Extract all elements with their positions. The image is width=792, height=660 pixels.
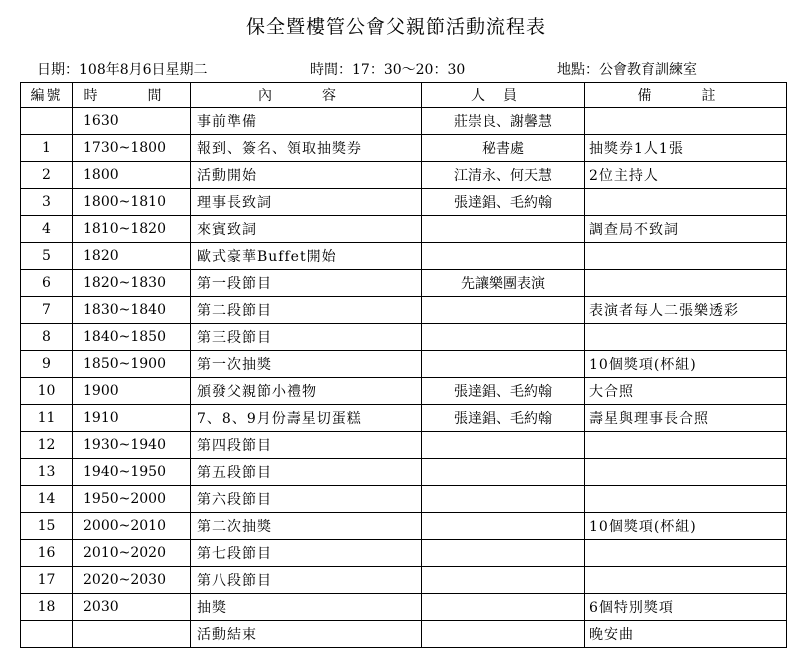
event-time: 時間：17：30～20：30: [310, 62, 466, 78]
cell-staff: 張達錩、毛約翰: [422, 189, 585, 216]
cell-note: 大合照: [585, 378, 787, 405]
cell-staff: [422, 567, 585, 594]
cell-note: [585, 486, 787, 513]
cell-staff: 江清永、何天慧: [422, 162, 585, 189]
cell-note: [585, 459, 787, 486]
cell-num: 3: [21, 189, 73, 216]
cell-note: 壽星與理事長合照: [585, 405, 787, 432]
cell-time: 1820: [73, 243, 191, 270]
table-row: [21, 243, 787, 270]
cell-note: 表演者每人二張樂透彩: [585, 297, 787, 324]
cell-staff: 張達錩、毛約翰: [422, 405, 585, 432]
table-row: [21, 270, 787, 297]
table-row: [21, 108, 787, 135]
cell-content: 第二次抽獎: [191, 513, 422, 540]
cell-staff: [422, 297, 585, 324]
cell-note: [585, 324, 787, 351]
cell-num: 2: [21, 162, 73, 189]
cell-num: 18: [21, 594, 73, 621]
table-row: [21, 405, 787, 432]
cell-num: 16: [21, 540, 73, 567]
header-staff: 人員: [422, 83, 585, 108]
cell-time: 1730~1800: [73, 135, 191, 162]
cell-note: [585, 243, 787, 270]
cell-content: 來賓致詞: [191, 216, 422, 243]
cell-staff: [422, 594, 585, 621]
cell-content: 第七段節目: [191, 540, 422, 567]
cell-content: 頒發父親節小禮物: [191, 378, 422, 405]
cell-time: 1830~1840: [73, 297, 191, 324]
cell-content: 活動結束: [191, 621, 422, 648]
cell-note: [585, 540, 787, 567]
cell-num: [21, 621, 73, 648]
table-row: [21, 540, 787, 567]
cell-num: 5: [21, 243, 73, 270]
cell-staff: [422, 243, 585, 270]
cell-num: 11: [21, 405, 73, 432]
cell-num: 9: [21, 351, 73, 378]
schedule-table: [20, 82, 787, 648]
table-row: [21, 513, 787, 540]
cell-num: 15: [21, 513, 73, 540]
cell-num: 1: [21, 135, 73, 162]
cell-time: 1820~1830: [73, 270, 191, 297]
cell-content: 第一次抽獎: [191, 351, 422, 378]
cell-content: 第二段節目: [191, 297, 422, 324]
cell-note: [585, 567, 787, 594]
cell-content: 第八段節目: [191, 567, 422, 594]
cell-content: 抽獎: [191, 594, 422, 621]
table-row: [21, 594, 787, 621]
cell-time: 2010~2020: [73, 540, 191, 567]
table-row: [21, 459, 787, 486]
cell-time: 1940~1950: [73, 459, 191, 486]
table-row: [21, 432, 787, 459]
event-date: 日期：108年8月6日星期二: [37, 62, 208, 78]
cell-content: 歐式豪華Buffet開始: [191, 243, 422, 270]
cell-num: 6: [21, 270, 73, 297]
cell-time: 1800: [73, 162, 191, 189]
cell-content: 第四段節目: [191, 432, 422, 459]
cell-note: [585, 189, 787, 216]
header-num: 編號: [21, 83, 73, 108]
cell-note: 10個獎項(杯組): [585, 351, 787, 378]
cell-content: 事前準備: [191, 108, 422, 135]
cell-staff: 莊崇良、謝馨慧: [422, 108, 585, 135]
cell-staff: [422, 621, 585, 648]
cell-time: 1630: [73, 108, 191, 135]
cell-num: 13: [21, 459, 73, 486]
cell-time: 1900: [73, 378, 191, 405]
table-row: [21, 567, 787, 594]
header-content: 內 容: [191, 83, 422, 108]
cell-note: 2位主持人: [585, 162, 787, 189]
cell-time: 2030: [73, 594, 191, 621]
cell-num: 7: [21, 297, 73, 324]
event-meta: [0, 59, 792, 81]
cell-time: 1840~1850: [73, 324, 191, 351]
table-row: [21, 621, 787, 648]
cell-content: 第五段節目: [191, 459, 422, 486]
table-row: [21, 486, 787, 513]
header-time: 時 間: [73, 83, 191, 108]
table-row: [21, 351, 787, 378]
event-place: 地點：公會教育訓練室: [557, 62, 697, 78]
table-row: [21, 324, 787, 351]
cell-staff: [422, 216, 585, 243]
cell-staff: [422, 351, 585, 378]
cell-content: 第一段節目: [191, 270, 422, 297]
table-row: [21, 378, 787, 405]
table-row: [21, 162, 787, 189]
cell-note: [585, 108, 787, 135]
table-row: [21, 297, 787, 324]
table-row: [21, 189, 787, 216]
cell-num: 12: [21, 432, 73, 459]
cell-note: 10個獎項(杯組): [585, 513, 787, 540]
cell-content: 理事長致詞: [191, 189, 422, 216]
table-row: [21, 216, 787, 243]
cell-time: 1950~2000: [73, 486, 191, 513]
cell-time: 2020~2030: [73, 567, 191, 594]
cell-note: [585, 270, 787, 297]
cell-note: 調查局不致詞: [585, 216, 787, 243]
cell-time: 1850~1900: [73, 351, 191, 378]
cell-staff: [422, 459, 585, 486]
cell-time: [73, 621, 191, 648]
cell-note: 6個特別獎項: [585, 594, 787, 621]
cell-num: [21, 108, 73, 135]
header-note: 備 註: [585, 83, 787, 108]
cell-time: 1800~1810: [73, 189, 191, 216]
cell-note: 晚安曲: [585, 621, 787, 648]
table-row: [21, 135, 787, 162]
cell-staff: 先讓樂團表演: [422, 270, 585, 297]
cell-staff: [422, 540, 585, 567]
cell-staff: [422, 432, 585, 459]
cell-num: 17: [21, 567, 73, 594]
header-row: [21, 83, 787, 108]
cell-num: 4: [21, 216, 73, 243]
cell-time: 1930~1940: [73, 432, 191, 459]
document-title: 保全暨樓管公會父親節活動流程表: [245, 16, 546, 38]
cell-num: 10: [21, 378, 73, 405]
cell-note: 抽獎券1人1張: [585, 135, 787, 162]
cell-staff: [422, 324, 585, 351]
cell-content: 活動開始: [191, 162, 422, 189]
cell-content: 第六段節目: [191, 486, 422, 513]
cell-num: 14: [21, 486, 73, 513]
cell-staff: 秘書處: [422, 135, 585, 162]
cell-note: [585, 432, 787, 459]
cell-staff: [422, 513, 585, 540]
cell-staff: 張達錩、毛約翰: [422, 378, 585, 405]
cell-content: 報到、簽名、領取抽獎券: [191, 135, 422, 162]
cell-time: 1910: [73, 405, 191, 432]
cell-num: 8: [21, 324, 73, 351]
cell-time: 2000~2010: [73, 513, 191, 540]
cell-content: 7、8、9月份壽星切蛋糕: [191, 405, 422, 432]
cell-content: 第三段節目: [191, 324, 422, 351]
cell-staff: [422, 486, 585, 513]
cell-time: 1810~1820: [73, 216, 191, 243]
